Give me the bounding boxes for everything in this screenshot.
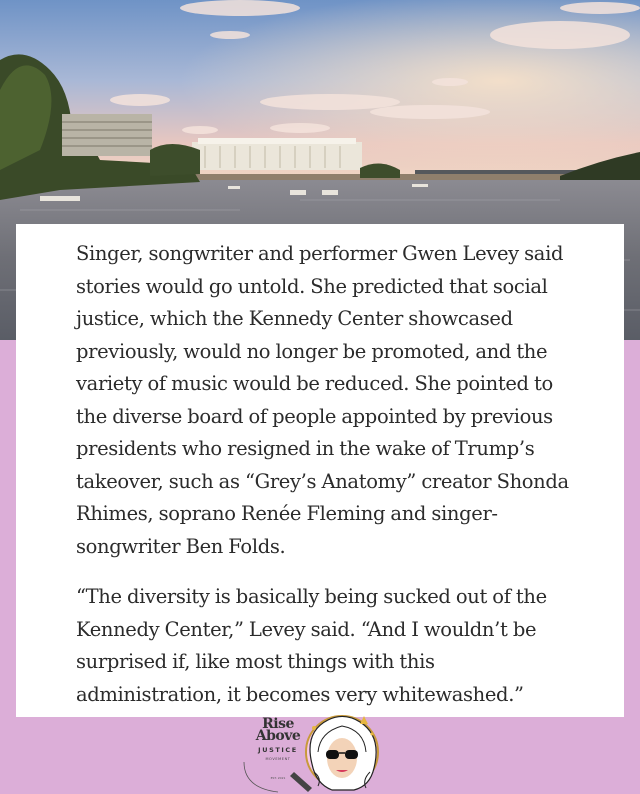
article-card: [16, 224, 624, 717]
rise-above-justice-logo: [238, 712, 388, 794]
article-quote-paragraph: “The diversity is basically being sucked out of the Kennedy Center,” Levey said. “And I wouldn’t be surprised if, like most things with this administration, it becomes very whitewashed.”: [76, 585, 547, 706]
logo-title-above: Above: [255, 728, 301, 744]
logo-tagline: MOVEMENT: [265, 757, 291, 761]
logo-title-rise: Rise: [262, 716, 294, 732]
logo-title: [250, 718, 306, 742]
logo-established: EST. 2021: [270, 776, 286, 780]
logo-wordmark: [238, 712, 308, 794]
article-paragraph: Singer, songwriter and performer Gwen Levey said stories would go untold. She predicted that social justice, which the Kennedy Center showcased previously, would no longer be promoted, and the variety of music would be reduced. She pointed to the diverse board of people appointed by previous presidents who resigned in the wake of Trump’s takeover, such as “Grey’s Anatomy” creator Shonda Rhimes, soprano Renée Fleming and singer-songwriter Ben Folds.: [76, 242, 569, 558]
logo-subtitle: JUSTICE: [258, 746, 298, 754]
woman-portrait-icon: [304, 712, 384, 794]
